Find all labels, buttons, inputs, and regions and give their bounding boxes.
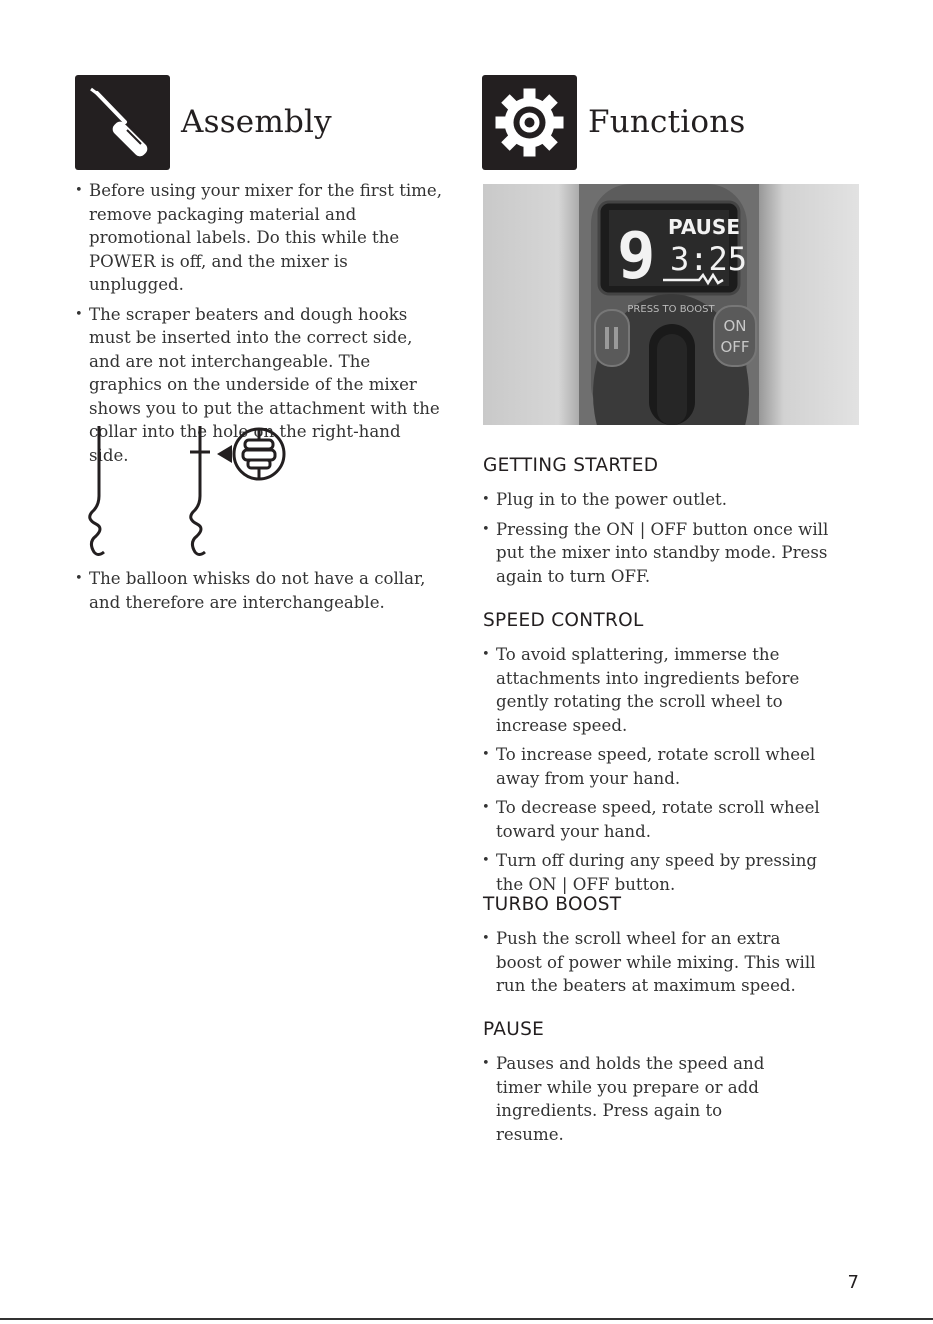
screwdriver-icon bbox=[75, 75, 170, 170]
assembly-title: Assembly bbox=[181, 104, 332, 140]
attachment-diagram bbox=[82, 424, 292, 559]
section-heading: PAUSE bbox=[483, 1019, 545, 1040]
section-heading: TURBO BOOST bbox=[483, 894, 622, 915]
section-list bbox=[482, 927, 827, 1004]
list-item: • To decrease speed, rotate scroll wheel toward your hand. bbox=[482, 796, 847, 843]
off-label: OFF bbox=[720, 338, 750, 356]
list-item: • Pauses and holds the speed and timer while you prepare or add ingredients. Press again to resume. bbox=[482, 1052, 792, 1146]
section-heading: SPEED CONTROL bbox=[483, 610, 644, 631]
list-item: • Plug in to the power outlet. bbox=[482, 488, 852, 512]
section-heading: GETTING STARTED bbox=[483, 455, 659, 476]
display-speed: 9 bbox=[617, 220, 656, 294]
section-list bbox=[482, 1052, 792, 1152]
section-list bbox=[482, 488, 852, 594]
list-item: • Turn off during any speed by pressing the ON | OFF button. bbox=[482, 849, 847, 896]
page-number: 7 bbox=[847, 1272, 859, 1293]
list-item: • Pressing the ON | OFF button once will put the mixer into standby mode. Press again to turn OFF. bbox=[482, 518, 852, 589]
list-item: • Before using your mixer for the first time, remove packaging material and promotional labels. Do this while the POWER is off, and the mixer is unplugged. bbox=[75, 179, 445, 297]
functions-title: Functions bbox=[588, 104, 746, 140]
list-item: • To increase speed, rotate scroll wheel away from your hand. bbox=[482, 743, 847, 790]
list-item: • The scraper beaters and dough hooks must be inserted into the correct side, and are not interchangeable. The graphics on the underside of the mixer shows you to put the attachment with the collar into the hole on the right-hand side. bbox=[75, 303, 445, 468]
display-time: 3:25 bbox=[670, 240, 748, 278]
assembly-list-2 bbox=[75, 567, 445, 620]
section-list bbox=[482, 643, 847, 902]
boost-label: PRESS TO BOOST bbox=[627, 304, 715, 315]
list-item: • To avoid splattering, immerse the attachments into ingredients before gently rotating the scroll wheel to increase speed. bbox=[482, 643, 847, 737]
gear-icon bbox=[482, 75, 577, 170]
bottom-rule bbox=[0, 1318, 933, 1320]
on-label: ON bbox=[723, 317, 747, 335]
list-item: • The balloon whisks do not have a collar, and therefore are interchangeable. bbox=[75, 567, 445, 614]
mixer-control-photo bbox=[483, 184, 859, 425]
list-item: • Push the scroll wheel for an extra boost of power while mixing. This will run the beaters at maximum speed. bbox=[482, 927, 827, 998]
display-status: PAUSE bbox=[668, 215, 740, 239]
